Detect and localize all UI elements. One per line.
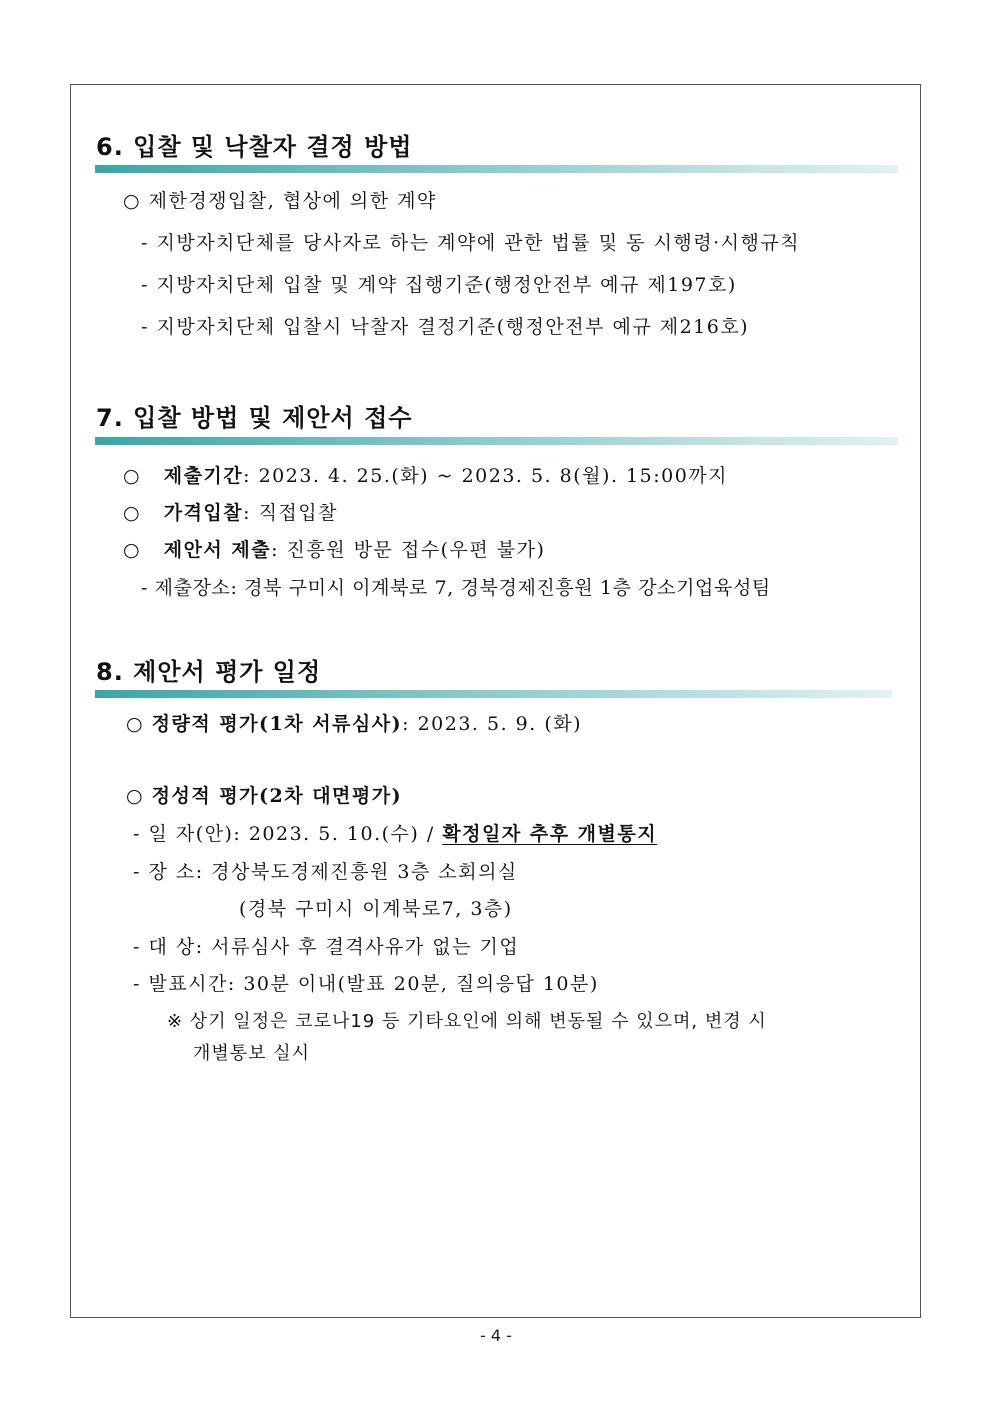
section-6-item-2: - 지방자치단체 입찰 및 계약 집행기준(행정안전부 예규 제197호): [141, 274, 737, 296]
section-8-note-1: ※ 상기 일정은 코로나19 등 기타요인에 의해 변동될 수 있으며, 변경 시: [167, 1011, 767, 1032]
page-frame: [70, 84, 921, 1318]
page-number: - 4 -: [480, 1326, 512, 1345]
price-value: : 직접입찰: [243, 502, 338, 524]
section-8-target: - 대 상: 서류심사 후 결격사유가 없는 기업: [133, 936, 520, 958]
section-7-row-period: [123, 461, 728, 488]
section-8-note-2: 개별통보 실시: [193, 1043, 311, 1064]
section-7-row-price: [123, 498, 338, 525]
section-7-rule: [95, 437, 898, 445]
date-emphasis: 확정일자 추후 개별통지: [442, 823, 658, 845]
bullet-mark: ○: [123, 502, 142, 524]
section-8-place-addr: (경북 구미시 이계북로7, 3층): [239, 898, 513, 920]
submit-label: 제안서 제출: [163, 539, 272, 561]
bullet-mark: ○: [126, 713, 145, 735]
quant-value: : 2023. 5. 9. (화): [402, 713, 583, 735]
section-8-time: - 발표시간: 30분 이내(발표 20분, 질의응답 10분): [133, 973, 599, 995]
quant-label: 정량적 평가(1차 서류심사): [151, 713, 403, 735]
section-7-row-submit: [123, 535, 545, 562]
price-label: 가격입찰: [163, 502, 244, 524]
section-8-qual: [126, 781, 402, 808]
section-7-title: 7. 입찰 방법 및 제안서 접수: [96, 404, 413, 432]
section-7-sub: - 제출장소: 경북 구미시 이계북로 7, 경북경제진흥원 1층 강소기업육성팀: [141, 577, 771, 599]
section-6-rule: [95, 165, 898, 173]
section-6-item-1: - 지방자치단체를 당사자로 하는 계약에 관한 법률 및 동 시행령·시행규칙: [141, 232, 801, 254]
date-prefix: - 일 자(안): 2023. 5. 10.(수) /: [133, 823, 443, 845]
section-8-quant: [126, 709, 582, 736]
bullet-mark: ○: [123, 539, 142, 561]
section-6-title: 6. 입찰 및 낙찰자 결정 방법: [96, 133, 413, 161]
section-8-place: - 장 소: 경상북도경제진흥원 3층 소회의실: [133, 861, 518, 883]
bullet-mark: ○: [123, 465, 142, 487]
section-8-title: 8. 제안서 평가 일정: [96, 658, 322, 686]
qual-label: 정성적 평가(2차 대면평가): [151, 785, 403, 807]
period-value: : 2023. 4. 25.(화) ~ 2023. 5. 8(월). 15:00까지: [243, 465, 728, 487]
bullet-mark: ○: [126, 785, 145, 807]
period-label: 제출기간: [163, 465, 244, 487]
section-6-bullet: ○ 제한경쟁입찰, 협상에 의한 계약: [123, 190, 437, 212]
submit-value: : 진흥원 방문 접수(우편 불가): [271, 539, 546, 561]
section-8-rule: [95, 690, 892, 698]
section-6-item-3: - 지방자치단체 입찰시 낙찰자 결정기준(행정안전부 예규 제216호): [141, 316, 750, 338]
section-8-date: [133, 819, 657, 846]
